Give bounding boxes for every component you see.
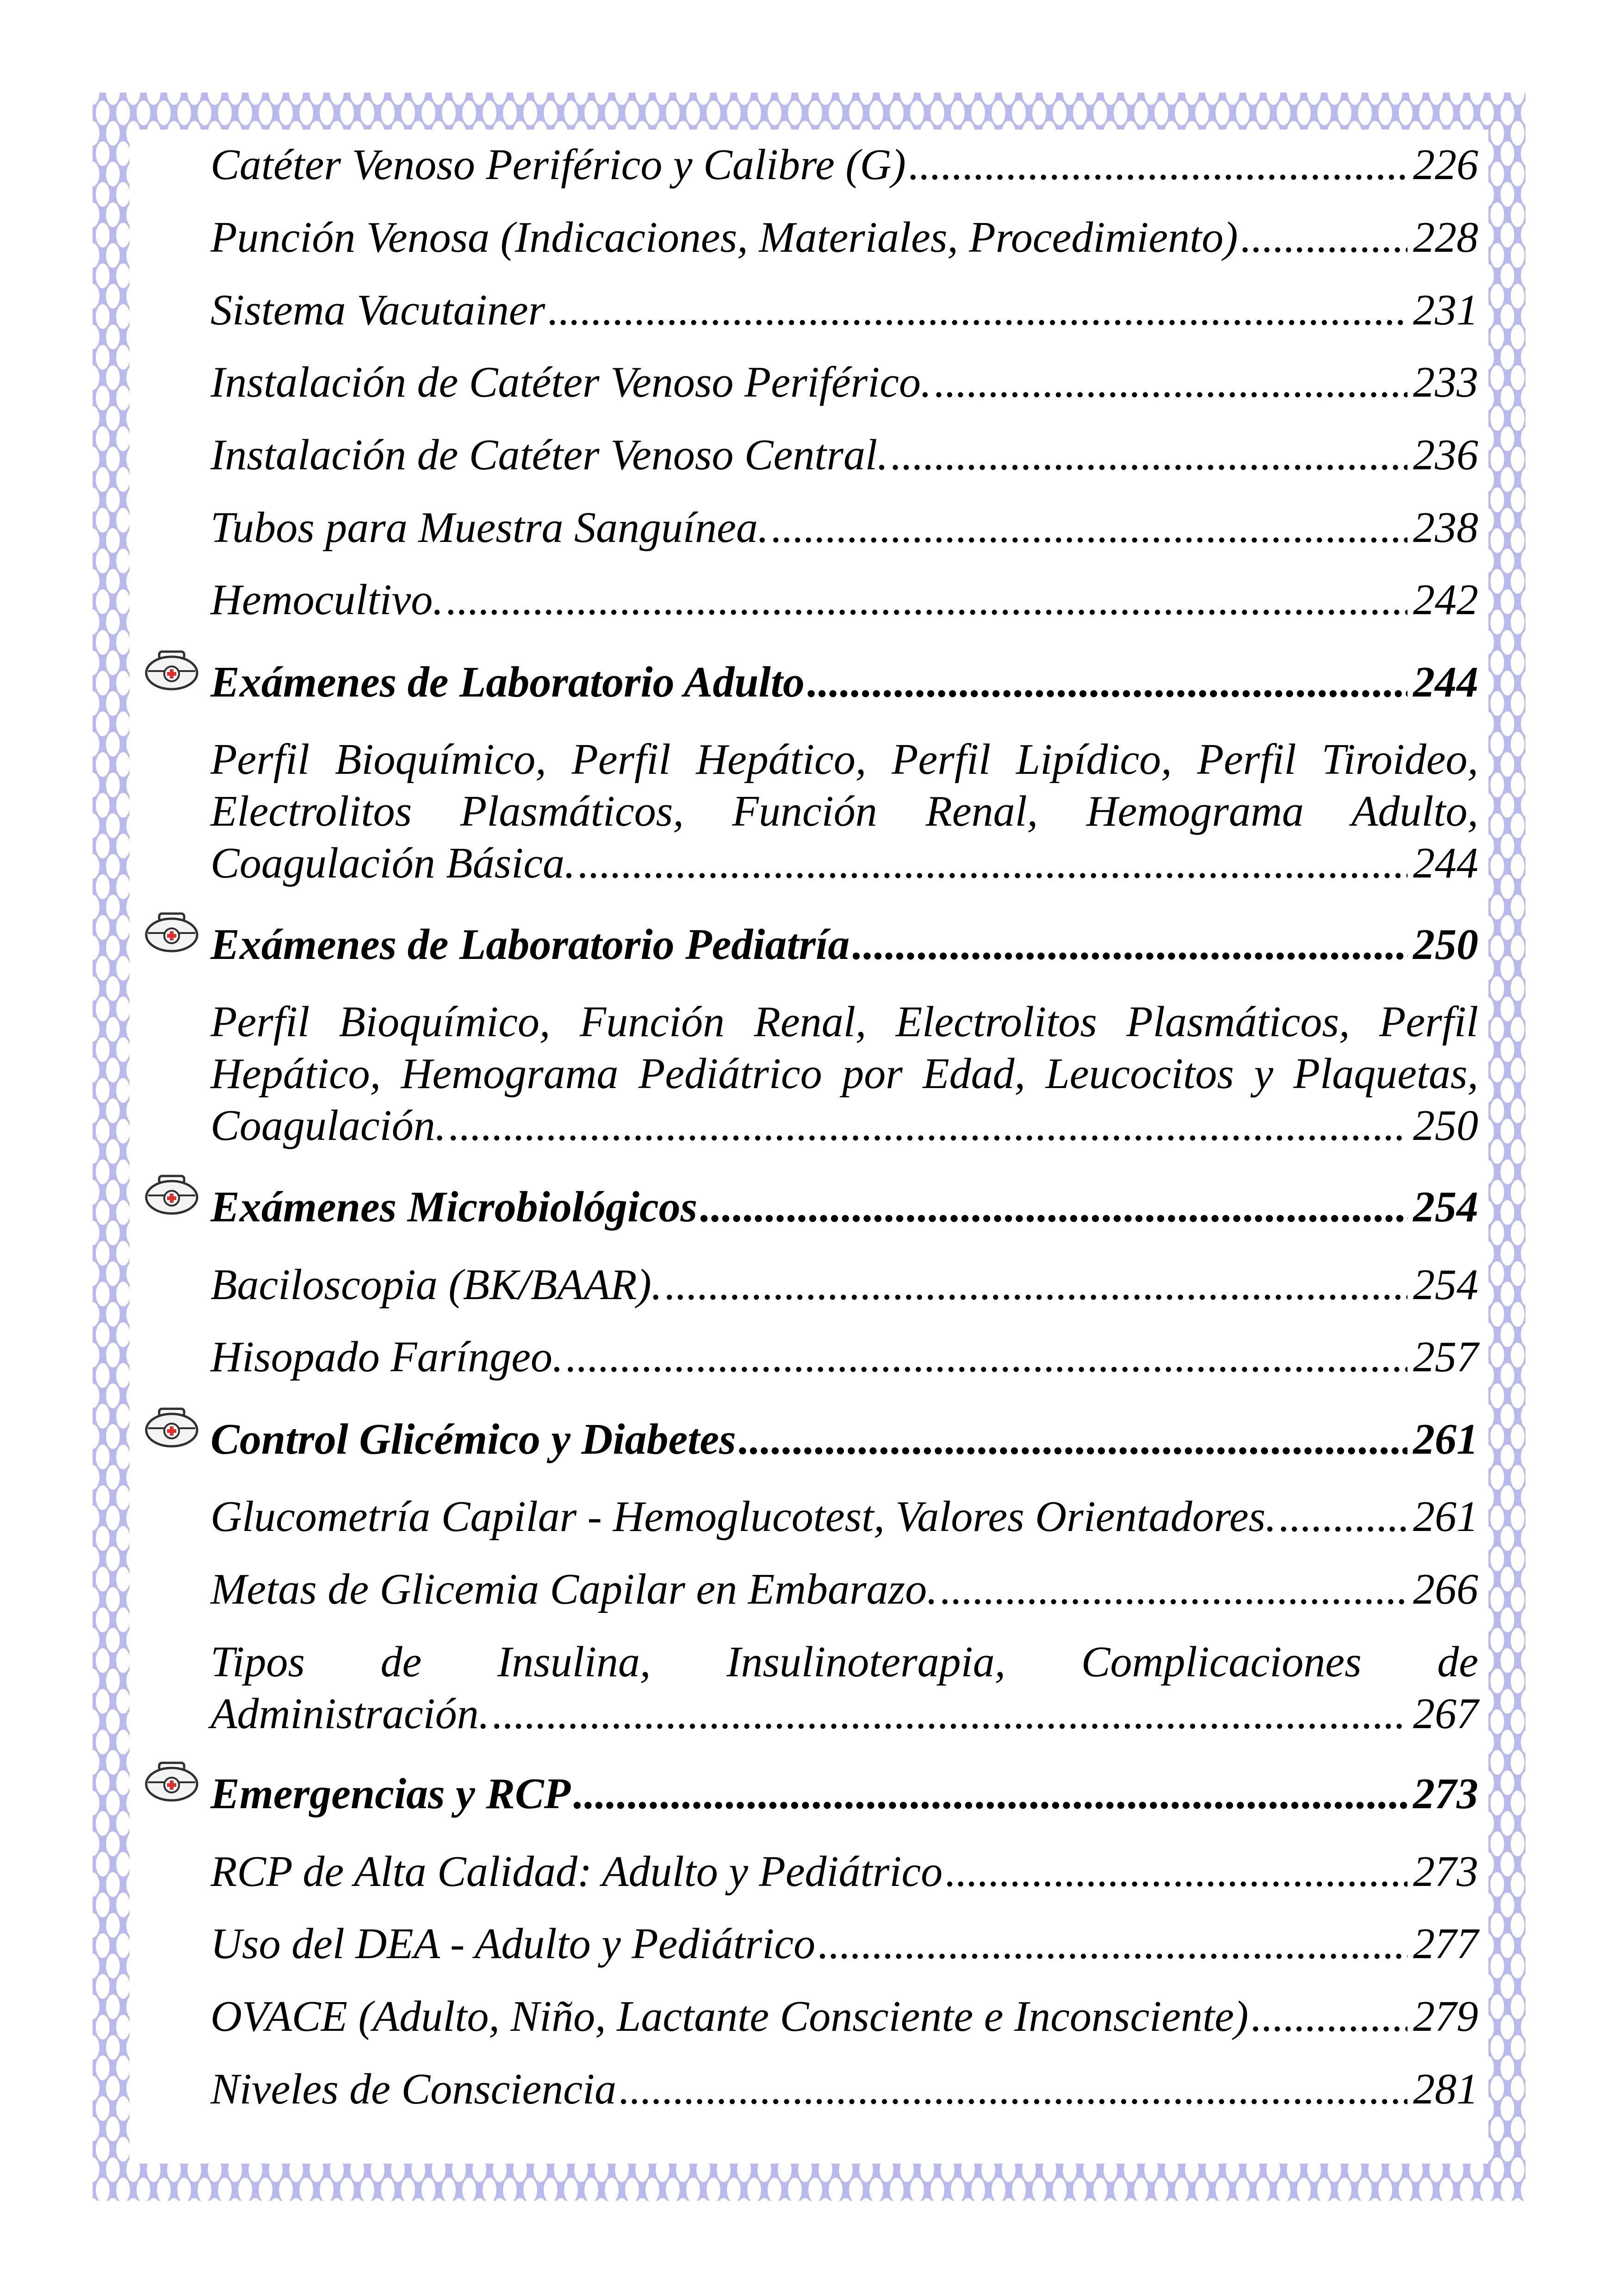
page-number: 279 (1413, 1992, 1478, 2041)
toc-entry-title: Hemocultivo. (211, 576, 444, 624)
toc-section-heading[interactable] (211, 919, 1478, 971)
page-number: 244 (1413, 658, 1478, 706)
toc-section-title: Exámenes de Laboratorio Pediatría (211, 921, 850, 969)
dot-leader (665, 1259, 1407, 1311)
toc-entry-title: Sistema Vacutainer (211, 286, 546, 334)
toc-section-title: Exámenes de Laboratorio Adulto (211, 658, 805, 706)
page-number: 273 (1413, 1770, 1478, 1818)
toc-entry[interactable] (211, 574, 1478, 626)
page-number: 254 (1413, 1183, 1478, 1231)
toc-entry[interactable] (211, 734, 1478, 889)
dot-leader (891, 429, 1407, 481)
toc-entry[interactable] (211, 429, 1478, 481)
first-aid-kit-icon (144, 1406, 199, 1449)
toc-entry-title: Instalación de Catéter Venoso Periférico. (211, 358, 932, 406)
toc-entry-title: Niveles de Consciencia (211, 2065, 617, 2113)
dot-leader (1251, 1991, 1407, 2042)
page-number: 254 (1413, 1261, 1478, 1309)
dot-leader (1241, 212, 1407, 263)
first-aid-kit-icon (144, 911, 199, 953)
toc-entry-line: Tipos de Insulina, Insulinoterapia, Complicaciones de (211, 1638, 1478, 1686)
toc-entry[interactable] (211, 1491, 1478, 1543)
first-aid-kit-icon (144, 1760, 199, 1803)
page-number: 226 (1413, 141, 1478, 189)
toc-entry-title: Tubos para Muestra Sanguínea. (211, 504, 769, 552)
toc-entry[interactable] (211, 1918, 1478, 1970)
toc-entry-title: Glucometría Capilar - Hemoglucotest, Valores Orientadores. (211, 1493, 1277, 1541)
page-number: 261 (1413, 1415, 1478, 1463)
toc-entry-title: Metas de Glicemia Capilar en Embarazo. (211, 1565, 938, 1613)
toc-entry-title: Uso del DEA - Adulto y Pediátrico (211, 1920, 816, 1968)
page-number: 273 (1413, 1848, 1478, 1896)
toc-entry-line: Perfil Bioquímico, Perfil Hepático, Perfil Lipídico, Perfil Tiroideo, (211, 735, 1478, 784)
dot-leader (909, 139, 1407, 191)
toc-entry[interactable] (211, 1846, 1478, 1898)
page-number: 250 (1413, 921, 1478, 969)
dot-leader (935, 356, 1407, 408)
page-number: 281 (1413, 2065, 1478, 2113)
dot-leader (492, 1688, 1407, 1740)
dot-leader (818, 1918, 1407, 1970)
toc-entry-title: Hisopado Faríngeo. (211, 1333, 564, 1381)
dot-leader (619, 2063, 1407, 2115)
page-number: 261 (1413, 1493, 1478, 1541)
dot-leader (945, 1846, 1407, 1898)
page-number: 257 (1413, 1333, 1478, 1381)
toc-entry[interactable] (211, 1636, 1478, 1740)
dot-leader (807, 656, 1407, 708)
page-number: 277 (1413, 1920, 1478, 1968)
page-number: 228 (1413, 213, 1478, 261)
toc-section-heading[interactable] (211, 1181, 1478, 1233)
page-number: 244 (1413, 839, 1478, 887)
toc-entry-title: OVACE (Adulto, Niño, Lactante Consciente e Inconsciente) (211, 1992, 1249, 2041)
page-number: 266 (1413, 1565, 1478, 1613)
dot-leader (739, 1413, 1407, 1465)
dot-leader (771, 502, 1407, 554)
page-number: 242 (1413, 576, 1478, 624)
toc-entry-title: Instalación de Catéter Venoso Central. (211, 431, 888, 479)
toc-section-heading[interactable] (211, 1413, 1478, 1465)
page-number: 236 (1413, 431, 1478, 479)
toc-entry[interactable] (211, 284, 1478, 336)
dot-leader (578, 837, 1408, 889)
page-number: 267 (1413, 1690, 1478, 1738)
toc-entry[interactable] (211, 1259, 1478, 1311)
toc-entry[interactable] (211, 1331, 1478, 1383)
toc-entry-line: Electrolitos Plasmáticos, Función Renal, Hemograma Adulto, (211, 787, 1478, 835)
toc-section-heading[interactable] (211, 656, 1478, 708)
dot-leader (446, 574, 1407, 626)
dot-leader (852, 919, 1407, 971)
toc-entry-title: Punción Venosa (Indicaciones, Materiales, Procedimiento) (211, 213, 1238, 261)
toc-entry[interactable] (211, 996, 1478, 1151)
dot-leader (566, 1331, 1407, 1383)
toc-entry[interactable] (211, 212, 1478, 263)
toc-entry-line: Hepático, Hemograma Pediátrico por Edad, Leucocitos y Plaquetas, (211, 1050, 1478, 1098)
toc-entry-line: Perfil Bioquímico, Función Renal, Electrolitos Plasmáticos, Perfil (211, 998, 1478, 1046)
dot-leader (1279, 1491, 1407, 1543)
toc-entry[interactable] (211, 1991, 1478, 2042)
page-number: 238 (1413, 504, 1478, 552)
toc-entry-title: Catéter Venoso Periférico y Calibre (G) (211, 141, 906, 189)
toc-section-heading[interactable] (211, 1768, 1478, 1820)
toc-section-title: Emergencias y RCP (211, 1770, 571, 1818)
toc-section-title: Exámenes Microbiológicos (211, 1183, 698, 1231)
dot-leader (449, 1100, 1407, 1151)
toc-entry-title: Administración. (211, 1690, 490, 1738)
toc-entry-title: Baciloscopia (BK/BAAR). (211, 1261, 663, 1309)
dot-leader (548, 284, 1407, 336)
toc-entry[interactable] (211, 139, 1478, 191)
page-number: 250 (1413, 1101, 1478, 1150)
toc-section-title: Control Glicémico y Diabetes (211, 1415, 736, 1463)
dot-leader (700, 1181, 1407, 1233)
toc-entry-title: Coagulación Básica. (211, 839, 576, 887)
toc-entry[interactable] (211, 502, 1478, 554)
first-aid-kit-icon (144, 1173, 199, 1216)
dot-leader (941, 1563, 1407, 1615)
toc-entry[interactable] (211, 2063, 1478, 2115)
first-aid-kit-icon (144, 649, 199, 691)
toc-entry[interactable] (211, 356, 1478, 408)
page-number: 233 (1413, 358, 1478, 406)
toc-entry-title: RCP de Alta Calidad: Adulto y Pediátrico (211, 1848, 943, 1896)
toc-entry[interactable] (211, 1563, 1478, 1615)
toc-entry-title: Coagulación. (211, 1101, 446, 1150)
dot-leader (573, 1768, 1407, 1820)
page-number: 231 (1413, 286, 1478, 334)
